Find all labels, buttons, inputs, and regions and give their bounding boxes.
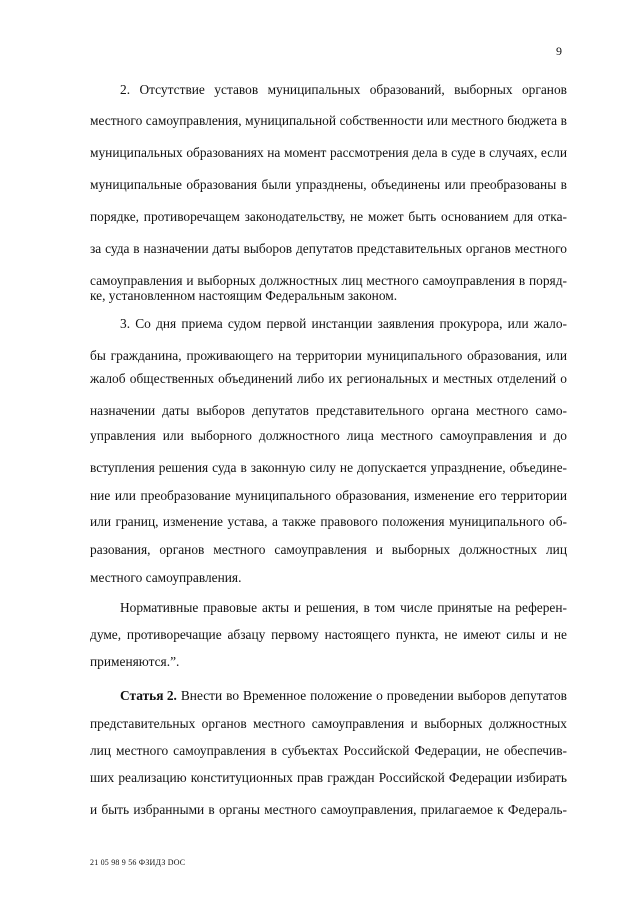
text-line: разования, органов местного самоуправления и выборных должностных лиц: [90, 542, 567, 557]
text-line: ших реализацию конституционных прав граждан Российской Федерации избирать: [90, 770, 567, 785]
text-line: ке, установленном настоящим Федеральным законом.: [90, 288, 398, 303]
text-line: вступления решения суда в законную силу не допускается упразднение, объедине-: [90, 460, 567, 475]
footer-file-stamp: 21 05 98 9 56 ФЗИДЗ DOC: [90, 858, 186, 867]
text-line: думе, противоречащие абзацу первому настоящего пункта, не имеют силы и не: [90, 627, 567, 642]
text-line: 2. Отсутствие уставов муниципальных образований, выборных органов: [120, 82, 567, 97]
text-line: местного самоуправления.: [90, 570, 242, 585]
text-line: за суда в назначении даты выборов депутатов представительных органов местного: [90, 241, 567, 256]
page-number: 9: [556, 44, 562, 58]
text-line: и быть избранными в органы местного самоуправления, прилагаемое к Федераль-: [90, 802, 567, 817]
text-line: жалоб общественных объединений либо их региональных и местных отделений о: [90, 371, 567, 386]
article-lead-text: Внести во Временное положение о проведении выборов депутатов: [176, 688, 567, 703]
text-line: Нормативные правовые акты и решения, в том числе принятые на референ-: [120, 600, 567, 615]
text-line: муниципальных образованиях на момент рассмотрения дела в суде в случаях, если: [90, 145, 567, 160]
text-line: 3. Со дня приема судом первой инстанции заявления прокурора, или жало-: [120, 316, 567, 331]
text-line: применяются.”.: [90, 654, 180, 669]
text-line: ние или преобразование муниципального образования, изменение его территории: [90, 488, 567, 503]
text-line: представительных органов местного самоуправления и выборных должностных: [90, 716, 567, 731]
text-line: самоуправления и выборных должностных лиц местного самоуправления в поряд-: [90, 273, 567, 288]
text-line: лиц местного самоуправления в субъектах Российской Федерации, не обеспечив-: [90, 743, 567, 758]
text-line: бы гражданина, проживающего на территории муниципального образования, или: [90, 348, 567, 363]
article-heading: Статья 2.: [120, 688, 177, 703]
text-line: порядке, противоречащем законодательству, не может быть основанием для отка-: [90, 209, 567, 224]
text-line: назначении даты выборов депутатов представительного органа местного само-: [90, 403, 567, 418]
text-line: местного самоуправления, муниципальной собственности или местного бюджета в: [90, 113, 567, 128]
text-line: или границ, изменение устава, а также правового положения муниципального об-: [90, 514, 567, 529]
text-line: [120, 688, 567, 704]
text-line: управления или выборного должностного лица местного самоуправления и до: [90, 428, 567, 443]
text-line: муниципальные образования были упразднены, объединены или преобразованы в: [90, 177, 567, 192]
